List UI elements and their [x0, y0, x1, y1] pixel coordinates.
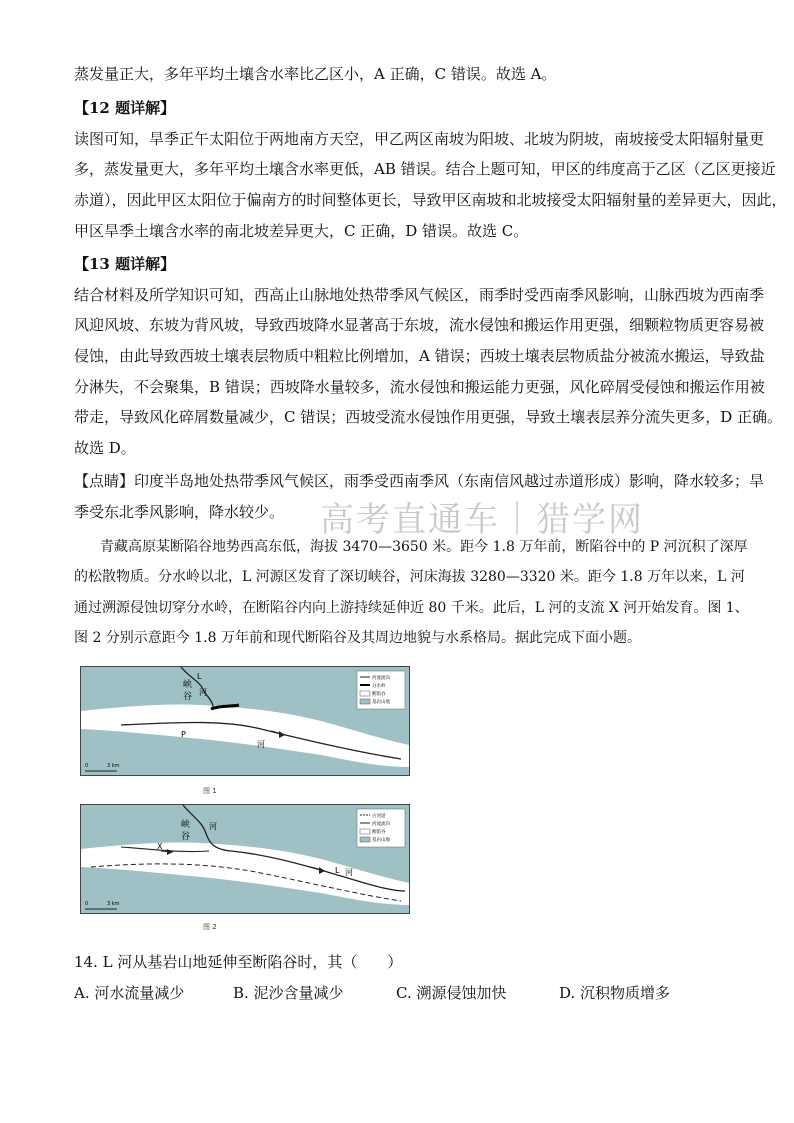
passage-line: 的松散物质。分水岭以北，L 河源区发育了深切峡谷，河床海拔 3280—3320 米。距今 1.8 万年以来，L 河	[74, 569, 745, 585]
legend-mountain-swatch	[360, 837, 370, 842]
answer-line: 分淋失，不会聚集，B 错误；西坡降水量较多，流水侵蚀和搬运能力更强，风化碎屑受侵蚀和搬运作用被	[74, 378, 765, 396]
label-p-river: P	[181, 730, 186, 739]
key-point-line: 季受东北季风影响，降水较少。	[74, 503, 285, 521]
answer-line: 侵蚀，由此导致西坡土壤表层物质中粗粒比例增加，A 错误；西坡土壤表层物质盐分被流水搬运，导致盐	[74, 347, 765, 365]
answer-line: 风迎风坡、东坡为背风坡，导致西坡降水显著高于东坡，流水侵蚀和搬运作用更强，细颗粒物质更容易被	[74, 316, 765, 334]
legend-label: 分水岭	[372, 684, 386, 689]
option-c: C. 溯源侵蚀加快	[396, 984, 507, 1002]
passage-line: 图 2 分别示意距今 1.8 万年前和现代断陷谷及其周边地貌与水系格局。据此完成下面小题。	[74, 630, 641, 646]
figure-1-map	[80, 666, 410, 776]
label-river-he: 河	[209, 822, 217, 831]
legend-label: 河流流向	[372, 822, 390, 827]
label-river-he-2: 河	[345, 868, 353, 877]
key-point-line: 【点睛】印度半岛地处热带季风气候区，雨季受西南季风（东南信风越过赤道形成）影响，降水较多；旱	[74, 472, 765, 490]
legend-mountain-swatch	[360, 699, 370, 704]
scale-zero: 0	[85, 763, 89, 769]
option-a: A. 河水流量减少	[74, 984, 185, 1002]
question-stem: 14. L 河从基岩山地延伸至断陷谷时，其（ ）	[74, 953, 403, 971]
legend-label: 断陷谷	[372, 692, 386, 697]
section-heading-13: 【13 题详解】	[74, 255, 176, 273]
scale-distance: 3 km	[107, 901, 120, 907]
label-gorge-2: 谷	[181, 832, 191, 842]
scale-zero: 0	[85, 901, 89, 907]
answer-line: 故选 D。	[74, 439, 136, 457]
scale-distance: 3 km	[107, 763, 120, 769]
label-x-river: X	[157, 842, 163, 851]
answer-line: 读图可知，旱季正午太阳位于两地南方天空，甲乙两区南坡为阳坡、北坡为阴坡，南坡接受太阳辐射量更	[74, 130, 765, 148]
legend-valley-swatch	[360, 829, 370, 834]
legend-label: 基岩山地	[372, 838, 390, 843]
label-gorge-1: 峡	[181, 820, 191, 830]
option-b: B. 泥沙含量减少	[233, 984, 344, 1002]
label-gorge-2: 谷	[183, 692, 193, 702]
label-l-river: L	[335, 866, 340, 875]
figure-2-map	[80, 804, 410, 914]
answer-line: 赤道），因此甲区太阳位于偏南方的时间整体更长，导致甲区南坡和北坡接受太阳辐射量的差异更大，因此，	[74, 191, 787, 209]
legend-label: 古河道	[372, 814, 386, 819]
legend-label: 断陷谷	[372, 830, 386, 835]
legend-label: 河流流向	[372, 676, 390, 681]
answer-line: 结合材料及所学知识可知，西高止山脉地处热带季风气候区，雨季时受西南季风影响，山脉西坡为西南季	[74, 286, 765, 304]
section-heading-12: 【12 题详解】	[74, 99, 176, 117]
watermark: 高考直通车｜猎学网	[320, 500, 644, 540]
answer-line: 多，蒸发量更大，多年平均土壤含水率更低，AB 错误。结合上题可知，甲区的纬度高于乙区（乙区更接近	[74, 160, 776, 178]
label-river-he-2: 河	[257, 740, 265, 749]
legend-label: 基岩山地	[372, 700, 390, 705]
figure-2-caption: 图 2	[203, 923, 217, 931]
legend-valley-swatch	[360, 691, 370, 696]
answer-line: 带走，导致风化碎屑数量减少，C 错误；西坡受流水侵蚀作用更强，导致土壤表层养分流失更多，D 正确。	[74, 408, 783, 426]
option-d: D. 沉积物质增多	[559, 984, 671, 1002]
label-river-he: 河	[199, 688, 207, 697]
figure-1-caption: 图 1	[203, 787, 217, 795]
label-l-river: L	[197, 672, 202, 681]
label-gorge-1: 峡	[183, 680, 193, 690]
answer-line: 甲区旱季土壤含水率的南北坡差异更大，C 正确，D 错误。故选 C。	[74, 222, 529, 240]
answer-line: 蒸发量正大，多年平均土壤含水率比乙区小，A 正确，C 错误。故选 A。	[74, 65, 557, 83]
passage-line: 通过溯源侵蚀切穿分水岭，在断陷谷内向上游持续延伸近 80 千米。此后，L 河的支流 X 河开始发育。图 1、	[74, 600, 749, 616]
passage-line: 青藏高原某断陷谷地势西高东低，海拔 3470—3650 米。距今 1.8 万年前，断陷谷中的 P 河沉积了深厚	[100, 539, 748, 555]
